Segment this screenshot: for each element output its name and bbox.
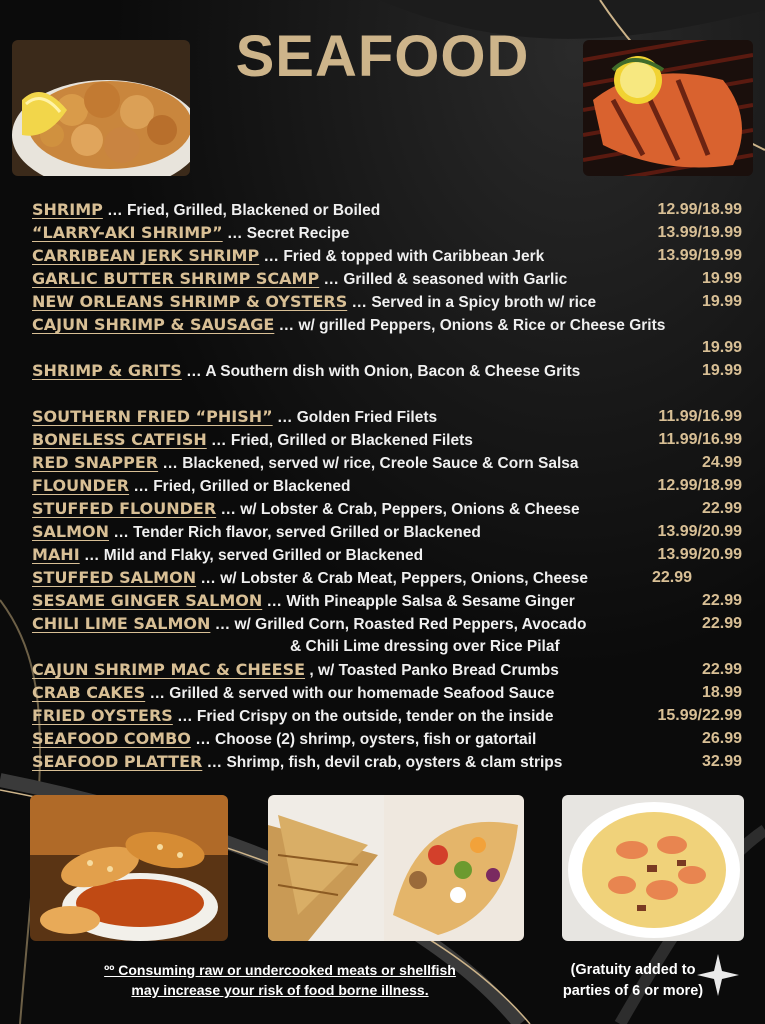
menu-item-description: , w/ Toasted Panko Bread Crumbs xyxy=(305,662,559,679)
menu-item-price: 12.99/18.99 xyxy=(657,201,742,218)
menu-item-description: … Secret Recipe xyxy=(222,225,350,242)
menu-item-price: 26.99 xyxy=(701,730,742,747)
menu-item-name: “LARRY-AKI SHRIMP” xyxy=(32,223,223,242)
menu-item-price: 22.99 xyxy=(701,661,742,678)
menu-item xyxy=(32,543,744,566)
menu-item xyxy=(32,474,744,497)
menu-item-price: 13.99/19.99 xyxy=(657,247,742,264)
menu-item-name: CAJUN SHRIMP MAC & CHEESE xyxy=(32,660,306,679)
menu-item xyxy=(32,313,744,359)
menu-item-price: 13.99/20.99 xyxy=(657,523,742,540)
menu-item-description: … Fried, Grilled or Blackened xyxy=(129,478,351,495)
menu-item xyxy=(32,658,744,681)
menu-item-name: SHRIMP & GRITS xyxy=(32,361,182,380)
gratuity-notice xyxy=(548,960,718,1002)
menu-item-name: FRIED OYSTERS xyxy=(32,706,173,725)
menu-item-price: 32.99 xyxy=(701,753,742,770)
menu-spacer xyxy=(32,382,744,405)
menu-item-name: NEW ORLEANS SHRIMP & OYSTERS xyxy=(32,292,348,311)
menu-item-description: … Golden Fried Filets xyxy=(272,409,438,426)
gratuity-line-1: (Gratuity added to xyxy=(570,962,696,978)
menu-item-description-continued: & Chili Lime dressing over Rice Pilaf xyxy=(290,638,560,655)
menu-item-description: … Mild and Flaky, served Grilled or Blackened xyxy=(79,547,424,564)
menu-item-price: 22.99 xyxy=(701,500,742,517)
menu-item-name: GARLIC BUTTER SHRIMP SCAMP xyxy=(32,269,320,288)
menu-item xyxy=(32,198,744,221)
menu-item-description: … Fried, Grilled or Blackened Filets xyxy=(206,432,473,449)
menu-item xyxy=(32,428,744,451)
menu-item-description: … With Pineapple Salsa & Sesame Ginger xyxy=(262,593,575,610)
menu-item xyxy=(32,750,744,773)
menu-item-description: … Grilled & seasoned with Garlic xyxy=(319,271,568,288)
menu-item-description: … Fried Crispy on the outside, tender on the inside xyxy=(172,708,554,725)
menu-item-description: … Shrimp, fish, devil crab, oysters & clam strips xyxy=(202,754,563,771)
menu-item-price: 13.99/19.99 xyxy=(657,224,742,241)
menu-item-price: 12.99/18.99 xyxy=(657,477,742,494)
menu-item-price: 19.99 xyxy=(701,362,742,379)
menu-item-name: CAJUN SHRIMP & SAUSAGE xyxy=(32,315,275,334)
menu-item-name: SESAME GINGER SALMON xyxy=(32,591,263,610)
fried-shrimp-photo xyxy=(12,40,190,176)
menu-item xyxy=(32,267,744,290)
menu-item xyxy=(32,612,744,658)
notice-line-1: ºº Consuming raw or undercooked meats or shellfish xyxy=(104,962,456,978)
coconut-shrimp-photo xyxy=(30,795,228,941)
menu-item-price: 24.99 xyxy=(701,454,742,471)
menu-item-name: CARRIBEAN JERK SHRIMP xyxy=(32,246,260,265)
menu-item-name: BONELESS CATFISH xyxy=(32,430,207,449)
menu-item xyxy=(32,566,744,589)
page-title: SEAFOOD xyxy=(235,24,530,89)
shrimp-grits-photo xyxy=(562,795,744,941)
menu-item-name: CRAB CAKES xyxy=(32,683,146,702)
menu-item xyxy=(32,704,744,727)
menu-item-name: SEAFOOD PLATTER xyxy=(32,752,203,771)
quesadilla-taco-photo xyxy=(268,795,524,941)
menu-item-name: FLOUNDER xyxy=(32,476,130,495)
menu-item-description: … A Southern dish with Onion, Bacon & Cheese Grits xyxy=(181,363,581,380)
menu-item-price: 15.99/22.99 xyxy=(657,707,742,724)
menu-item xyxy=(32,221,744,244)
menu-item xyxy=(32,290,744,313)
menu-item xyxy=(32,727,744,750)
menu-item-price: 19.99 xyxy=(701,293,742,310)
menu-item-price: 18.99 xyxy=(701,684,742,701)
menu-item-name: SEAFOOD COMBO xyxy=(32,729,191,748)
menu-item-price: 19.99 xyxy=(701,270,742,287)
menu-item-price: 13.99/20.99 xyxy=(657,546,742,563)
menu-item-description: … Fried, Grilled, Blackened or Boiled xyxy=(102,202,381,219)
menu-item-description: … w/ grilled Peppers, Onions & Rice or Cheese Grits xyxy=(274,317,666,334)
menu-item-description: … Blackened, served w/ rice, Creole Sauce & Corn Salsa xyxy=(158,455,579,472)
seafood-menu xyxy=(32,198,744,773)
menu-item-name: RED SNAPPER xyxy=(32,453,159,472)
sparkle-icon xyxy=(695,952,741,998)
food-safety-notice xyxy=(70,960,490,1000)
menu-item xyxy=(32,451,744,474)
menu-item-name: SALMON xyxy=(32,522,110,541)
grilled-salmon-photo xyxy=(583,40,753,176)
menu-item xyxy=(32,497,744,520)
menu-item-description: … w/ Lobster & Crab, Peppers, Onions & Cheese xyxy=(216,501,580,518)
menu-item-description: … Choose (2) shrimp, oysters, fish or gatortail xyxy=(190,731,537,748)
menu-item xyxy=(32,589,744,612)
gratuity-line-2: parties of 6 or more) xyxy=(562,983,704,999)
menu-item-description: … w/ Lobster & Crab Meat, Peppers, Onions, Cheese xyxy=(196,570,588,587)
menu-item-name: SHRIMP xyxy=(32,200,103,219)
menu-item-name: CHILI LIME SALMON xyxy=(32,614,211,633)
menu-item-description: … Fried & topped with Caribbean Jerk xyxy=(259,248,545,265)
menu-item-price: 22.99 xyxy=(651,569,692,586)
menu-item xyxy=(32,359,744,382)
menu-item-name: STUFFED SALMON xyxy=(32,568,197,587)
menu-item-description: … Tender Rich flavor, served Grilled or Blackened xyxy=(109,524,481,541)
menu-item-price: 19.99 xyxy=(701,339,742,356)
menu-item-description: … w/ Grilled Corn, Roasted Red Peppers, Avocado xyxy=(210,616,587,633)
menu-item-name: STUFFED FLOUNDER xyxy=(32,499,217,518)
notice-line-2: may increase your risk of food borne illness. xyxy=(131,982,429,998)
menu-item xyxy=(32,405,744,428)
menu-item-price: 22.99 xyxy=(701,615,742,632)
menu-item-description: … Served in a Spicy broth w/ rice xyxy=(347,294,597,311)
menu-item xyxy=(32,681,744,704)
menu-item-name: MAHI xyxy=(32,545,80,564)
menu-item xyxy=(32,520,744,543)
menu-item-price: 11.99/16.99 xyxy=(658,431,742,448)
menu-item-price: 11.99/16.99 xyxy=(658,408,742,425)
menu-item-description: … Grilled & served with our homemade Seafood Sauce xyxy=(145,685,555,702)
menu-item-name: SOUTHERN FRIED “PHISH” xyxy=(32,407,273,426)
menu-item xyxy=(32,244,744,267)
menu-item-price: 22.99 xyxy=(701,592,742,609)
